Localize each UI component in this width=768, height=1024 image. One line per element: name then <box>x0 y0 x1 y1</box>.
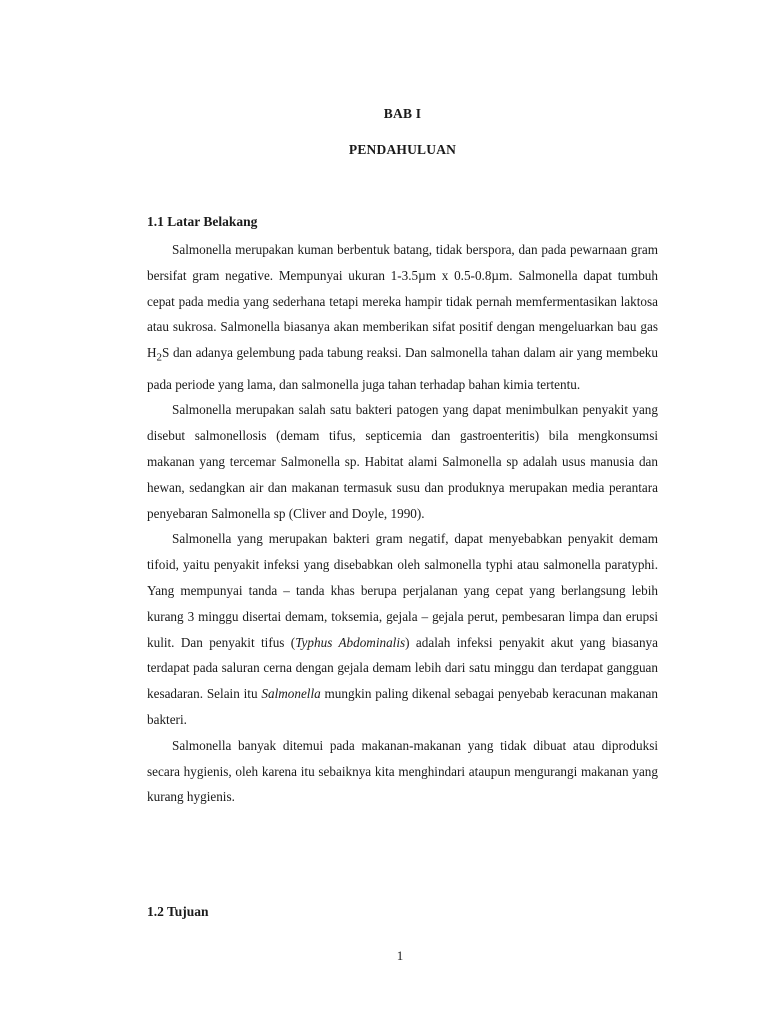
paragraph-3-text-c: mungkin paling dikenal sebagai penyebab keracunan makanan bakteri. <box>147 686 658 727</box>
section-heading-tujuan: 1.2 Tujuan <box>147 904 209 919</box>
chapter-title: PENDAHULUAN <box>348 142 457 157</box>
page-number: 1 <box>396 948 404 963</box>
section-heading-latar-belakang: 1.1 Latar Belakang <box>147 214 258 229</box>
paragraph-3 <box>147 526 658 732</box>
chapter-number: BAB I <box>383 106 422 121</box>
paragraph-3-text-a: Salmonella yang merupakan bakteri gram negatif, dapat menyebabkan penyakit demam tifoid, yaitu penyakit infeksi yang disebabkan oleh salmonella typhi atau salmonella paratyphi. Yang mempunyai tanda – tanda khas berupa perjalanan yang cepat yang berlangsung lebih kurang 3 minggu disertai demam, toksemia, gejala – gejala perut, pembesaran limpa dan erupsi kulit. Dan penyakit tifus ( <box>147 531 658 650</box>
paragraph-1-text-a: Salmonella merupakan kuman berbentuk batang, tidak berspora, dan pada pewarnaan gram bersifat gram negative. Mempunyai ukuran 1-3.5µm x 0.5-0.8µm. Salmonella dapat tumbuh cepat pada media yang sederhana tetapi mereka hampir tidak pernah memfermentasikan laktosa atau sukrosa. Salmonella biasanya akan memberikan sifat positif dengan mengeluarkan bau gas H <box>147 242 658 361</box>
paragraph-2: Salmonella merupakan salah satu bakteri patogen yang dapat menimbulkan penyakit yang disebut salmonellosis (demam tifus, septicemia dan gastroenteritis) bila mengkonsumsi makanan yang tercemar Salmonella sp. Habitat alami Salmonella sp adalah usus manusia dan hewan, sedangkan air dan makanan termasuk susu dan produknya merupakan media perantara penyebaran Salmonella sp (Cliver and Doyle, 1990). <box>147 402 658 521</box>
italic-typhus-abdominalis: Typhus Abdominalis <box>295 634 406 650</box>
paragraph-4: Salmonella banyak ditemui pada makanan-makanan yang tidak dibuat atau diproduksi secara hygienis, oleh karena itu sebaiknya kita menghindari ataupun mengurangi makanan yang kurang hygienis. <box>147 737 658 805</box>
section-body <box>147 237 658 810</box>
paragraph-3-text-b: ) adalah infeksi penyakit akut yang biasanya terdapat pada saluran cerna dengan gejala demam lebih dari satu minggu dan terdapat gangguan kesadaran. Selain itu <box>147 634 658 702</box>
paragraph-1-text-b: S dan adanya gelembung pada tabung reaksi. Dan salmonella tahan dalam air yang membeku pada periode yang lama, dan salmonella juga tahan terhadap bahan kimia tertentu. <box>147 345 658 392</box>
subscript-2: 2 <box>156 351 163 364</box>
paragraph-1 <box>147 237 658 397</box>
italic-salmonella: Salmonella <box>261 686 321 702</box>
